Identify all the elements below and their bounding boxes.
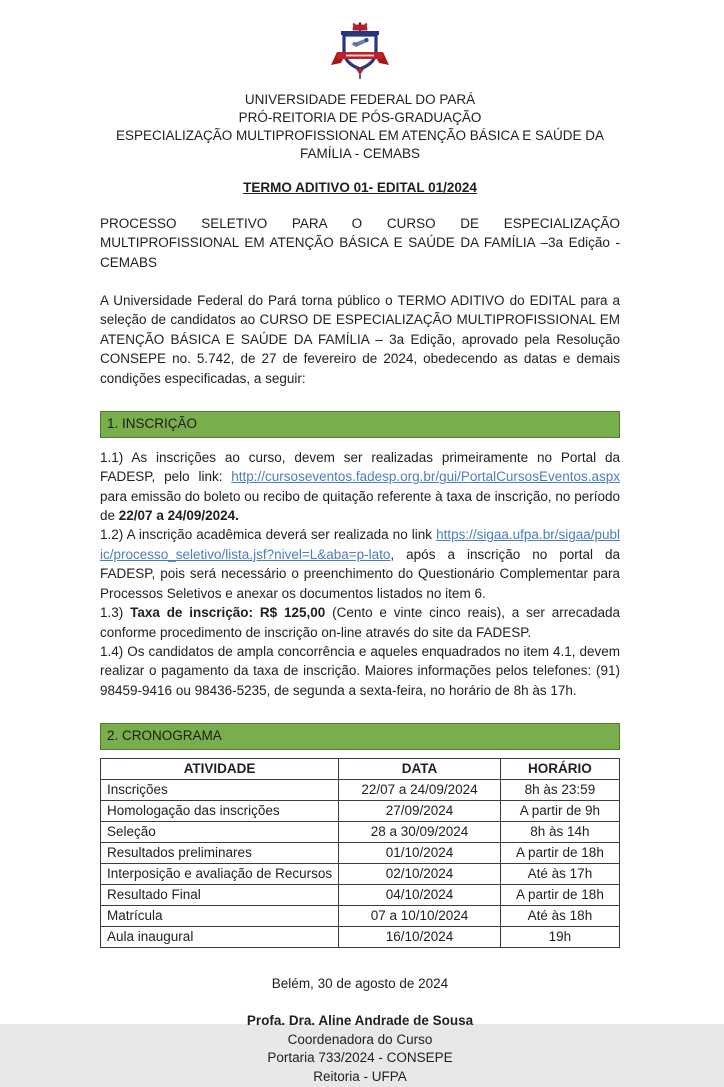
item-1-3-text: (Cento e vinte cinco reais), a ser arrecadada conforme procedimento de inscrição on-line através do site da FADESP. <box>100 605 620 640</box>
ufpa-crest-icon <box>327 22 393 80</box>
org-department: PRÓ-REITORIA DE PÓS-GRADUAÇÃO <box>238 110 482 126</box>
cell-atividade: Matrícula <box>101 905 339 926</box>
signature-portaria: Portaria 733/2024 - CONSEPE <box>267 1050 453 1066</box>
document-title: TERMO ADITIVO 01- EDITAL 01/2024 <box>243 180 477 196</box>
cell-data: 27/09/2024 <box>339 800 501 821</box>
signature-role: Coordenadora do Curso <box>287 1031 433 1047</box>
opening-paragraph: A Universidade Federal do Pará torna público o TERMO ADITIVO do EDITAL para a seleção de candidatos ao CURSO DE ESPECIALIZAÇÃO MULTIPROFISSIONAL EM ATENÇÃO BÁSICA E SAÚDE DA FAMÍLIA – 3a Edição, aprovado pela Resolução CONSEPE no. 5.742, de 27 de fevereiro de 2024, obedecendo as datas e demais condições especificadas, a seguir: <box>100 293 620 386</box>
table-row <box>101 821 620 842</box>
section-heading-cronograma: 2. CRONOGRAMA <box>100 723 620 749</box>
item-1-1-text: 1.1) As inscrições ao curso, devem ser realizadas primeiramente no Portal da FADESP, pelo link: <box>100 449 620 485</box>
col-header-atividade: ATIVIDADE <box>101 758 339 779</box>
process-statement: PROCESSO SELETIVO PARA O CURSO DE ESPECIALIZAÇÃO MULTIPROFISSIONAL EM ATENÇÃO BÁSICA E SAÚDE DA FAMÍLIA –3a Edição - CEMABS <box>100 215 620 270</box>
table-row <box>101 905 620 926</box>
item-1-1-period: 22/07 a 24/09/2024. <box>118 507 239 523</box>
signature-org: Reitoria - UFPA <box>313 1069 407 1085</box>
cell-horario: Até às 18h <box>500 905 619 926</box>
section-heading-inscricao: 1. INSCRIÇÃO <box>100 411 620 437</box>
signature-name: Profa. Dra. Aline Andrade de Sousa <box>246 1012 474 1028</box>
cell-atividade: Homologação das inscrições <box>101 800 339 821</box>
cell-data: 22/07 a 24/09/2024 <box>339 779 501 800</box>
cell-atividade: Interposição e avaliação de Recursos <box>101 863 339 884</box>
cell-horario: A partir de 18h <box>500 842 619 863</box>
cell-data: 07 a 10/10/2024 <box>339 905 501 926</box>
cell-data: 04/10/2024 <box>339 884 501 905</box>
table-row <box>101 926 620 947</box>
table-row <box>101 863 620 884</box>
item-1-1-text2: para emissão do boleto ou recibo de quitação referente à taxa de inscrição, no período de <box>100 488 620 523</box>
table-row <box>101 884 620 905</box>
cell-horario: 19h <box>500 926 619 947</box>
cell-atividade: Resultado Final <box>101 884 339 905</box>
sigaa-link[interactable]: https://sigaa.ufpa.br/sigaa/public/processo_seletivo/lista.jsf?nivel=L&aba=p-lato <box>100 527 620 562</box>
cell-data: 01/10/2024 <box>339 842 501 863</box>
cell-horario: Até às 17h <box>500 863 619 884</box>
cell-horario: A partir de 18h <box>500 884 619 905</box>
org-name: UNIVERSIDADE FEDERAL DO PARÁ <box>244 92 476 108</box>
cell-data: 28 a 30/09/2024 <box>339 821 501 842</box>
cell-horario: 8h às 23:59 <box>500 779 619 800</box>
item-1-1 <box>100 448 620 526</box>
cell-data: 16/10/2024 <box>339 926 501 947</box>
table-row <box>101 779 620 800</box>
fadesp-portal-link[interactable]: http://cursoseventos.fadesp.org.br/gui/PortalCursosEventos.aspx <box>231 469 620 485</box>
cell-data: 02/10/2024 <box>339 863 501 884</box>
col-header-horario: HORÁRIO <box>500 758 619 779</box>
item-1-3-number: 1.3) <box>100 605 131 621</box>
cell-horario: A partir de 9h <box>500 800 619 821</box>
cell-atividade: Resultados preliminares <box>101 842 339 863</box>
logo-container <box>100 22 620 85</box>
table-row <box>101 800 620 821</box>
item-1-3-fee: Taxa de inscrição: R$ 125,00 <box>130 605 326 621</box>
schedule-table <box>100 758 620 948</box>
table-header-row <box>101 758 620 779</box>
cell-horario: 8h às 14h <box>500 821 619 842</box>
cell-atividade: Aula inaugural <box>101 926 339 947</box>
item-1-2-text: 1.2) A inscrição acadêmica deverá ser realizada no link <box>100 527 437 543</box>
cell-atividade: Seleção <box>101 821 339 842</box>
letterhead <box>100 91 620 163</box>
cell-atividade: Inscrições <box>101 779 339 800</box>
item-1-2-text2: , após a inscrição no portal da FADESP, pois será necessário o preenchimento do Questionário Complementar para Processos Seletivos e anexar os documentos listados no item 6. <box>100 546 620 601</box>
item-1-4: 1.4) Os candidatos de ampla concorrência e aqueles enquadrados no item 4.1, devem realizar o pagamento da taxa de inscrição. Maiores informações pelos telefones: (91) 98459-9416 ou 98436-5235, de segunda a sexta-feira, no horário de 8h às 17h. <box>100 644 620 698</box>
col-header-data: DATA <box>339 758 501 779</box>
signature-block <box>100 975 620 1087</box>
table-row <box>101 842 620 863</box>
date-place-line: Belém, 30 de agosto de 2024 <box>271 975 449 991</box>
item-1-2 <box>100 525 620 603</box>
item-1-3 <box>100 603 620 642</box>
program-name: ESPECIALIZAÇÃO MULTIPROFISSIONAL EM ATENÇÃO BÁSICA E SAÚDE DA FAMÍLIA - CEMABS <box>115 128 605 162</box>
